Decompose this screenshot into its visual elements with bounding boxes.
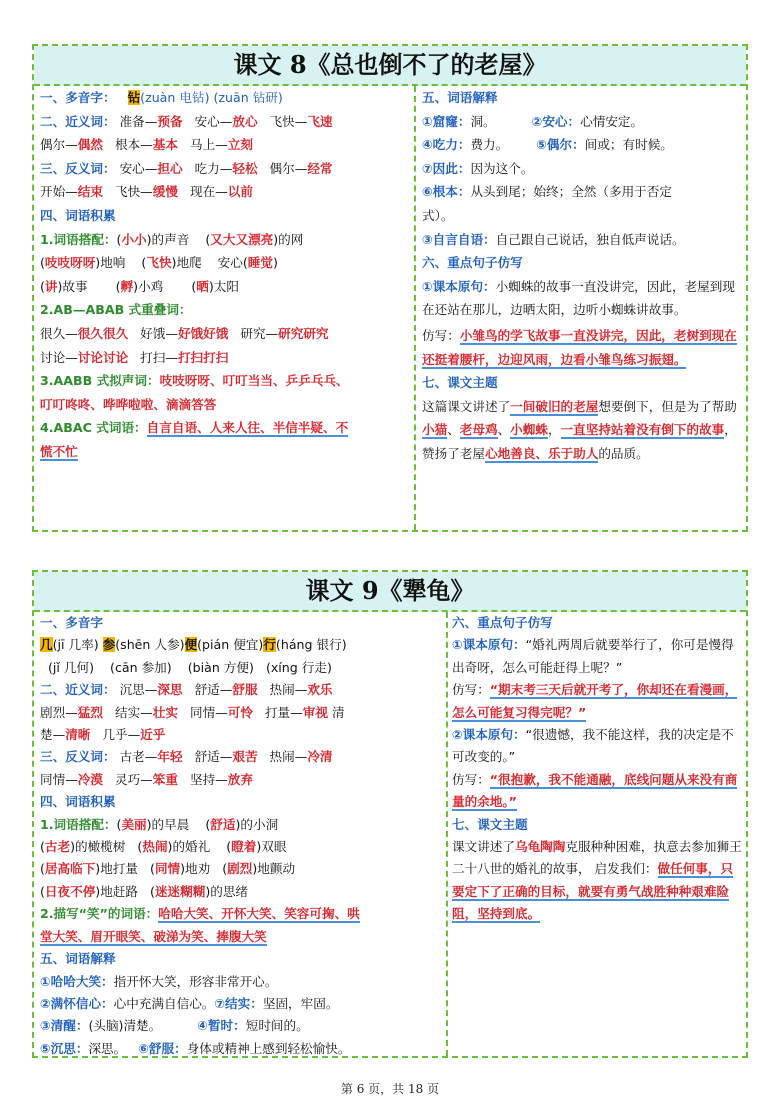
definition: 洞。 bbox=[470, 113, 496, 129]
pinyin: (jǐ 几何) bbox=[48, 659, 95, 675]
text: )的声音 bbox=[146, 231, 190, 247]
synonym-line bbox=[40, 110, 412, 134]
answer: 慌不忙 bbox=[40, 443, 78, 459]
text: 克服种种困难，执意去参加狮王二十八世的婚礼的故事， 启发我们： bbox=[452, 839, 742, 877]
answer: 很久很久 bbox=[77, 325, 129, 341]
text: )地劝 bbox=[180, 861, 211, 877]
laugh-words-line bbox=[40, 903, 440, 925]
answer: 经常 bbox=[307, 160, 333, 176]
sentence: “很遗憾，我不能这样，我的决定是不可改变的。” bbox=[452, 727, 734, 765]
answer: 审视 bbox=[302, 704, 328, 720]
text: ( bbox=[141, 255, 147, 271]
onomatopoeia-line bbox=[40, 369, 412, 393]
sentence: 小雏鸟的学飞故事一直没讲完，因此，老树到现在还挺着腰杆，边迎风雨，边看小雏鸟练习振翅。 bbox=[422, 327, 737, 367]
text: )地打量 bbox=[95, 861, 138, 877]
label: 仿写： bbox=[422, 327, 460, 343]
column-divider bbox=[446, 612, 448, 1056]
definition: 因为这个。 bbox=[470, 160, 534, 176]
sub-heading: 1.词语搭配： bbox=[40, 816, 117, 832]
word: 马上— bbox=[189, 137, 228, 153]
answer: 飞速 bbox=[307, 113, 333, 129]
term: ⑤沉思： bbox=[40, 1040, 89, 1056]
text: ( bbox=[40, 861, 45, 877]
pinyin: (biàn 方便) bbox=[187, 659, 254, 675]
lesson8-title: 课文 8《总也倒不了的老屋》 bbox=[34, 46, 746, 86]
answer: 居高临下 bbox=[44, 861, 96, 877]
word: 热闹— bbox=[269, 749, 308, 765]
sub-heading: 2.描写“笑”的词语： bbox=[40, 906, 159, 922]
label: 仿写： bbox=[452, 771, 490, 787]
answer: 瞪着 bbox=[231, 839, 257, 855]
answer: 飞快 bbox=[146, 255, 172, 271]
word: 古老— bbox=[119, 749, 158, 765]
definition-line bbox=[422, 133, 744, 157]
answer: 偶然 bbox=[77, 137, 103, 153]
answer: 艰苦 bbox=[232, 749, 258, 765]
polyphone-char: 便 bbox=[184, 637, 198, 653]
collocation-line bbox=[40, 814, 440, 836]
imitation-sentence bbox=[452, 769, 744, 814]
text: ( bbox=[116, 816, 122, 832]
definition-line bbox=[40, 1015, 440, 1037]
text: )双眼 bbox=[256, 839, 287, 855]
text: 安心( bbox=[217, 255, 248, 271]
lesson9-right-column bbox=[452, 612, 744, 1056]
imitation-sentence bbox=[422, 324, 744, 371]
word: 讨论— bbox=[40, 349, 78, 365]
definition: 费力。 bbox=[470, 137, 509, 153]
definition: 间或；有时候。 bbox=[584, 137, 673, 153]
synonym-line bbox=[40, 702, 440, 724]
answer: 剧烈 bbox=[227, 861, 253, 877]
collocation-line bbox=[40, 251, 412, 275]
answer: 放心 bbox=[232, 113, 258, 129]
text: ( bbox=[137, 839, 143, 855]
answer: 做任何事，只要定下了正确的目标，就要有勇气战胜种种艰难险阻，坚持到底。 bbox=[452, 861, 734, 922]
definition: (头脑)清楚。 bbox=[88, 1018, 162, 1034]
answer: 古老 bbox=[44, 839, 71, 855]
word: 准备— bbox=[119, 113, 158, 129]
definition: 自己跟自己说话，独自低声说话。 bbox=[495, 231, 685, 247]
answer: 年轻 bbox=[157, 749, 183, 765]
definition-line bbox=[40, 993, 440, 1015]
answer: 吱吱呀呀、叮叮当当、乒乒乓乓、 bbox=[159, 373, 349, 389]
text: 、 bbox=[497, 422, 511, 438]
definition: 心情安定。 bbox=[580, 113, 644, 129]
page-footer: 第 6 页，共 18 页 bbox=[340, 1082, 440, 1096]
term: ⑥舒服： bbox=[138, 1040, 187, 1056]
answer: 讨论讨论 bbox=[77, 349, 129, 365]
text: ( bbox=[40, 883, 45, 899]
pinyin: (zuān 钻研) bbox=[213, 90, 283, 105]
word: 吃力— bbox=[194, 160, 233, 176]
word: 打扫— bbox=[140, 349, 178, 365]
term: ①哈哈大笑： bbox=[40, 973, 114, 989]
answer: 缓慢 bbox=[152, 184, 178, 200]
answer: 打扫打扫 bbox=[177, 349, 229, 365]
answer: 结束 bbox=[77, 184, 103, 200]
word: 开始— bbox=[40, 184, 78, 200]
word: 根本— bbox=[114, 137, 153, 153]
answer: 晒 bbox=[196, 278, 209, 294]
term: ②安心： bbox=[531, 113, 581, 129]
sentence: “很抱歉，我不能通融，底线问题从来没有商量的余地。” bbox=[452, 771, 738, 810]
answer: 舒服 bbox=[232, 682, 258, 698]
word: 现在— bbox=[189, 184, 228, 200]
answer: 小蜘蛛 bbox=[510, 422, 548, 438]
answer: 一间破旧的老屋 bbox=[510, 398, 599, 414]
answer: 以前 bbox=[227, 184, 253, 200]
pinyin: (háng 银行) bbox=[275, 637, 347, 653]
answer: 基本 bbox=[152, 137, 178, 153]
word: 打量— bbox=[264, 704, 303, 720]
pinyin: (xíng 行走) bbox=[265, 659, 332, 675]
polyphone-char: 参 bbox=[102, 637, 116, 653]
answer: 冷漠 bbox=[77, 771, 103, 787]
text: )小鸡 bbox=[133, 278, 164, 294]
word: 舒适— bbox=[194, 682, 233, 698]
answer: 堂大笑、眉开眼笑、破涕为笑、捧腹大笑 bbox=[40, 928, 267, 944]
text: )地赶路 bbox=[95, 883, 138, 899]
label: ②课本原句： bbox=[452, 727, 526, 743]
term: ⑥根本： bbox=[422, 184, 471, 200]
reduplication-line bbox=[40, 322, 412, 346]
collocation-line bbox=[40, 858, 440, 880]
answer: 吱吱呀呀 bbox=[44, 255, 96, 271]
term: ③自言自语： bbox=[422, 231, 496, 247]
definition: 短时间的。 bbox=[245, 1018, 309, 1034]
section-heading: 一、多音字 bbox=[40, 615, 103, 630]
label: ①课本原句： bbox=[452, 637, 526, 653]
section-heading: 六、重点句子仿写 bbox=[422, 255, 523, 271]
text: ( bbox=[150, 883, 155, 899]
text: )的网 bbox=[273, 231, 304, 247]
lesson8-card bbox=[32, 44, 748, 532]
answer: 舒适 bbox=[210, 816, 236, 832]
text: ( bbox=[115, 278, 121, 294]
lesson9-card bbox=[32, 570, 748, 1058]
collocation-line bbox=[40, 836, 440, 858]
section-heading: 二、近义词： bbox=[40, 682, 116, 698]
text: )的思绪 bbox=[205, 883, 249, 899]
word: 舒适— bbox=[194, 749, 233, 765]
word: 很久— bbox=[40, 325, 78, 341]
word: 偶尔— bbox=[40, 137, 78, 153]
answer: 乌龟陶陶 bbox=[514, 839, 566, 855]
definition: 心中充满自信心。 bbox=[113, 995, 215, 1011]
lesson8-left-column bbox=[40, 86, 412, 530]
section-heading: 五、词语解释 bbox=[40, 951, 116, 967]
pinyin: (jī 几率) bbox=[52, 637, 99, 653]
original-sentence bbox=[452, 634, 744, 679]
section-heading: 二、近义词： bbox=[40, 113, 116, 129]
text: )地爬 bbox=[171, 255, 202, 271]
reduplication-line bbox=[40, 346, 412, 370]
word: 同情— bbox=[189, 704, 228, 720]
text: ( bbox=[116, 231, 122, 247]
text: ( bbox=[205, 231, 211, 247]
definition-line bbox=[40, 1038, 440, 1056]
antonym-line bbox=[40, 769, 440, 791]
answer: 心地善良、乐于助人 bbox=[484, 445, 599, 461]
text: )故事 bbox=[57, 278, 88, 294]
sub-heading: 2.AB—ABAB 式重叠词： bbox=[40, 302, 192, 318]
lesson9-left-column bbox=[40, 612, 440, 1056]
text: ，赞扬了老屋 bbox=[422, 422, 737, 461]
definition-line bbox=[40, 971, 440, 993]
answer: 又大又漂亮 bbox=[210, 231, 274, 247]
sub-heading: 1.词语搭配： bbox=[40, 231, 117, 247]
text: )的橄榄树 bbox=[70, 839, 126, 855]
polyphone-char: 钻 bbox=[127, 90, 141, 105]
answer: 同情 bbox=[154, 861, 181, 877]
definition: 身体或精神上感到轻松愉快。 bbox=[186, 1040, 351, 1056]
section-heading: 四、词语积累 bbox=[40, 794, 116, 810]
answer: 放弃 bbox=[227, 771, 253, 787]
answer: 冷清 bbox=[307, 749, 333, 765]
text: )太阳 bbox=[208, 278, 239, 294]
text: 想要倒下，但是为了帮助 bbox=[598, 398, 737, 414]
text: ( bbox=[40, 839, 45, 855]
text: 课文讲述了 bbox=[452, 839, 515, 855]
text: ( bbox=[226, 839, 232, 855]
original-sentence bbox=[422, 275, 744, 322]
definition: 从头到尾；始终；全然（多用于否定 bbox=[470, 184, 672, 200]
sentence: “期末考三天后就开考了，你却还在看漫画，怎么可能复习得完呢？” bbox=[452, 682, 738, 720]
imitation-sentence bbox=[452, 679, 744, 724]
section-heading: 三、反义词： bbox=[40, 749, 116, 765]
definition-line bbox=[422, 110, 744, 134]
column-divider bbox=[414, 86, 416, 530]
answer: 研究研究 bbox=[278, 325, 329, 341]
definition-line bbox=[422, 157, 744, 181]
sub-heading: 4.ABAC 式词语： bbox=[40, 420, 147, 436]
theme-paragraph bbox=[452, 836, 744, 926]
answer: 壮实 bbox=[152, 704, 178, 720]
antonym-line bbox=[40, 180, 412, 204]
answer: 好饿好饿 bbox=[177, 325, 229, 341]
word: 热闹— bbox=[269, 682, 308, 698]
word: 偶尔— bbox=[269, 160, 308, 176]
answer: 叮叮咚咚、哗哗啦啦、滴滴答答 bbox=[40, 396, 217, 412]
polyphone-line bbox=[40, 634, 440, 656]
text: ) bbox=[272, 255, 278, 271]
answer: 日夜不停 bbox=[44, 883, 96, 899]
term: ③清醒： bbox=[40, 1018, 89, 1034]
pinyin: (pián 便宜) bbox=[197, 637, 264, 653]
abac-line bbox=[40, 416, 412, 440]
answer: 讲 bbox=[44, 278, 58, 294]
sentence: 小蜘蛛的故事一直没讲完，因此，老屋到现在还站在那儿，边晒太阳，边听小蜘蛛讲故事。 bbox=[422, 278, 735, 318]
term: ⑦结实： bbox=[214, 995, 263, 1011]
answer: 清晰 bbox=[65, 727, 91, 743]
definition: 式）。 bbox=[422, 207, 454, 223]
collocation-line bbox=[40, 228, 412, 252]
term: ⑤偶尔： bbox=[536, 137, 585, 153]
answer: 孵 bbox=[120, 278, 134, 294]
answer: 一直坚持站着没有倒下的故事 bbox=[560, 422, 725, 438]
synonym-line bbox=[40, 724, 440, 746]
definition-line bbox=[422, 228, 744, 252]
word: 沉思— bbox=[119, 682, 158, 698]
text: )的小洞 bbox=[235, 816, 279, 832]
definition-line bbox=[422, 180, 744, 204]
label: ①课本原句： bbox=[422, 278, 496, 294]
section-heading: 六、重点句子仿写 bbox=[452, 615, 553, 630]
answer: 担心 bbox=[157, 160, 183, 176]
polyphone-line bbox=[40, 86, 412, 110]
answer: 自言自语、人来人往、半信半疑、不 bbox=[146, 420, 349, 436]
original-sentence bbox=[452, 724, 744, 769]
answer: 笨重 bbox=[152, 771, 178, 787]
answer: 热闹 bbox=[142, 839, 168, 855]
section-heading: 三、反义词： bbox=[40, 160, 116, 176]
answer: 小猫 bbox=[422, 422, 448, 438]
answer: 深思 bbox=[157, 682, 183, 698]
text: ( bbox=[40, 278, 45, 294]
text: ( bbox=[150, 861, 155, 877]
antonym-line bbox=[40, 746, 440, 768]
polyphone-char: 几 bbox=[40, 637, 53, 653]
word: 飞快— bbox=[269, 113, 308, 129]
answer: 老母鸡 bbox=[459, 422, 498, 438]
section-heading: 四、词语积累 bbox=[40, 207, 116, 223]
label: 仿写： bbox=[452, 682, 490, 698]
text: 的品质。 bbox=[598, 445, 649, 461]
word: 好饿— bbox=[140, 325, 178, 341]
word: 剧烈— bbox=[40, 704, 78, 720]
pinyin: (zuàn 电钻) bbox=[140, 90, 210, 105]
word: 安心— bbox=[119, 160, 158, 176]
lesson8-right-column bbox=[422, 86, 744, 530]
word: 同情— bbox=[40, 771, 78, 787]
answer: 迷迷糊糊 bbox=[154, 883, 206, 899]
section-heading: 七、课文主题 bbox=[422, 375, 498, 391]
text: ( bbox=[205, 816, 211, 832]
pinyin: (shēn 人参) bbox=[115, 637, 185, 653]
answer: 近乎 bbox=[140, 727, 166, 743]
word: 坚持— bbox=[189, 771, 228, 787]
term: ④吃力： bbox=[422, 137, 471, 153]
word: 飞快— bbox=[114, 184, 153, 200]
answer: 立刻 bbox=[227, 137, 253, 153]
text: )地响 bbox=[95, 255, 126, 271]
polyphone-char: 行 bbox=[263, 637, 276, 653]
answer: 睡觉 bbox=[247, 255, 273, 271]
collocation-line bbox=[40, 275, 412, 299]
answer: 小小 bbox=[121, 231, 147, 247]
text: 这篇课文讲述了 bbox=[422, 398, 511, 414]
answer: 预备 bbox=[157, 113, 183, 129]
answer: 美丽 bbox=[121, 816, 147, 832]
section-heading: 七、课文主题 bbox=[452, 816, 528, 832]
answer: 欢乐 bbox=[307, 682, 333, 698]
definition: 坚固，牢固。 bbox=[262, 995, 339, 1011]
text: )的婚礼 bbox=[167, 839, 211, 855]
text: ( bbox=[222, 861, 228, 877]
text: ( bbox=[40, 255, 45, 271]
term: ④暂时： bbox=[197, 1018, 246, 1034]
polyphone-line bbox=[40, 657, 440, 679]
pinyin: (cān 参加) bbox=[110, 659, 172, 675]
answer: 可怜 bbox=[227, 704, 253, 720]
word: 研究— bbox=[240, 325, 279, 341]
word: 安心— bbox=[194, 113, 233, 129]
section-heading: 一、多音字： bbox=[40, 90, 116, 105]
word: 几乎— bbox=[102, 727, 141, 743]
answer: 猛烈 bbox=[77, 704, 103, 720]
term: ②满怀信心： bbox=[40, 995, 114, 1011]
word: 灵巧— bbox=[114, 771, 153, 787]
definition: 深思。 bbox=[88, 1040, 127, 1056]
section-heading: 五、词语解释 bbox=[422, 90, 498, 105]
synonym-line bbox=[40, 133, 412, 157]
text: )地颤动 bbox=[252, 861, 296, 877]
text: 、 bbox=[447, 422, 460, 438]
word: 楚— bbox=[40, 727, 66, 743]
answer: 轻松 bbox=[232, 160, 258, 176]
sub-heading: 3.AABB 式拟声词： bbox=[40, 373, 160, 389]
term: ⑦因此： bbox=[422, 160, 471, 176]
text: )的早晨 bbox=[146, 816, 190, 832]
word: 结实— bbox=[114, 704, 153, 720]
term: ①窟窿： bbox=[422, 113, 471, 129]
synonym-line bbox=[40, 679, 440, 701]
definition: 指开怀大笑，形容非常开心。 bbox=[113, 973, 278, 989]
text: ， bbox=[547, 422, 561, 438]
word: 清 bbox=[331, 704, 345, 720]
sentence: “婚礼两周后就要举行了，你可是慢得出奇呀，怎么可能赶得上呢？” bbox=[452, 637, 734, 675]
collocation-line bbox=[40, 881, 440, 903]
text: ( bbox=[191, 278, 197, 294]
lesson9-title: 课文 9《犟龟》 bbox=[34, 572, 746, 612]
antonym-line bbox=[40, 157, 412, 181]
answer: 哈哈大笑、开怀大笑、笑容可掬、哄 bbox=[158, 906, 360, 922]
theme-paragraph bbox=[422, 395, 744, 466]
